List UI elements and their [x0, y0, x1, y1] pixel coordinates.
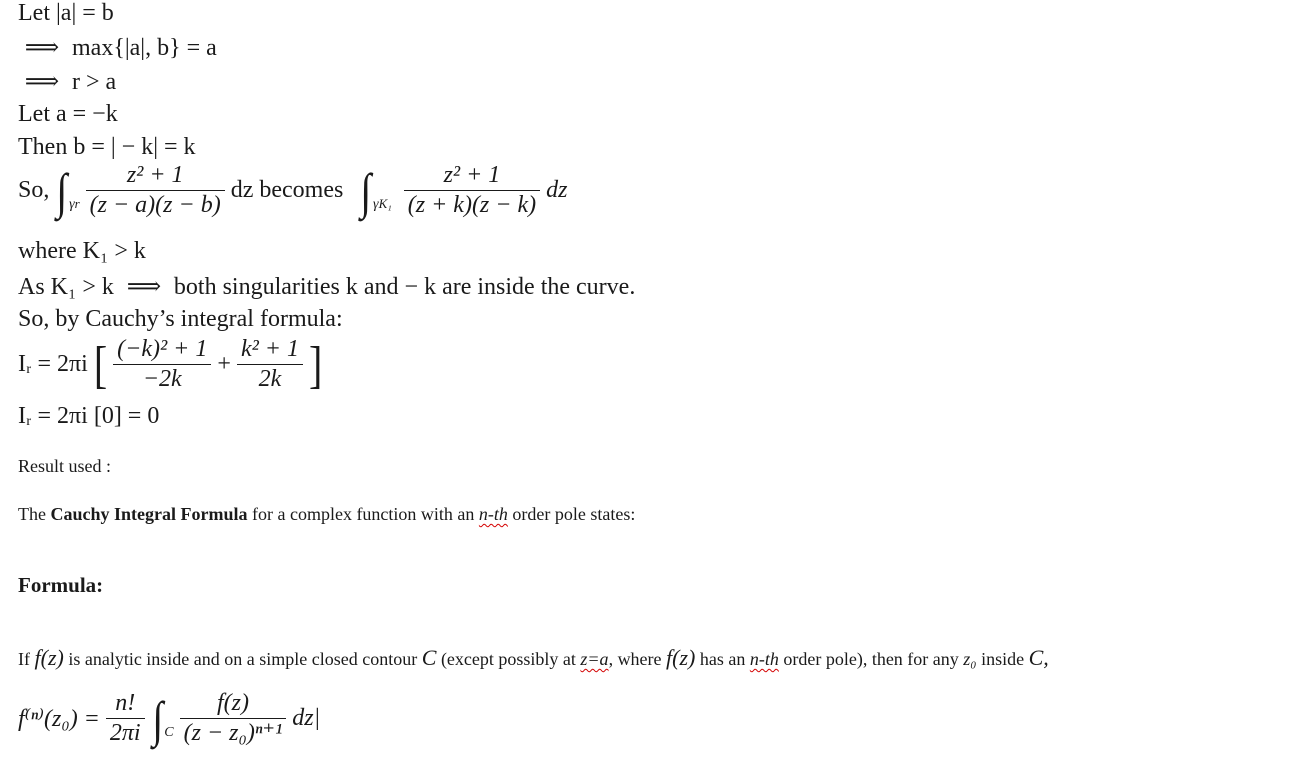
if-fz: f(z): [34, 645, 64, 670]
result-used-label: Result used :: [18, 456, 111, 476]
nth-spellcheck-2[interactable]: n-th: [749, 649, 779, 669]
if-z0: z₀: [963, 649, 977, 669]
final-dz[interactable]: dz|: [292, 705, 321, 732]
line-integral: [18, 162, 567, 219]
dz-label: dz: [546, 177, 568, 204]
if-p7: inside: [976, 649, 1029, 669]
dz-becomes: dz becomes: [230, 177, 344, 204]
line-let-a: Let a = −k: [18, 101, 118, 127]
if-c: C: [421, 645, 437, 670]
if-p4: , where: [608, 649, 667, 669]
integral-sign-icon: ∫: [151, 690, 163, 747]
bracket-fraction-2-num: k² + 1: [240, 336, 299, 362]
line-ir-zero: Iᵣ = 2πi [0] = 0: [18, 403, 160, 429]
implies-arrow-icon: ⟹: [24, 69, 60, 95]
implies-arrow-icon: ⟹: [126, 274, 162, 300]
gamma-r-sub: γr: [69, 196, 80, 213]
cauchy-bold: Cauchy Integral Formula: [50, 504, 248, 524]
final-formula: [18, 690, 320, 747]
if-fz2: f(z): [666, 645, 696, 670]
cauchy-description: [18, 504, 635, 525]
fraction-2-den: (z + k)(z − k): [404, 190, 540, 220]
if-line: [18, 645, 1049, 671]
cauchy-pre: The: [18, 504, 51, 524]
line-where-k1: where K₁ > k: [18, 238, 146, 264]
final-fraction-2-num: f(z): [216, 690, 249, 716]
line-as-k1: [18, 272, 635, 301]
left-bracket-icon: [: [93, 334, 108, 394]
if-p3: (except possibly at: [436, 649, 581, 669]
bracket-fraction-1-num: (−k)² + 1: [117, 336, 208, 362]
plus-sign: +: [217, 351, 231, 378]
za-spellcheck[interactable]: z=a: [580, 649, 609, 669]
if-p1: If: [18, 649, 35, 669]
final-lhs: f⁽ⁿ⁾(z₀) =: [18, 706, 100, 733]
if-c2: C,: [1028, 645, 1049, 670]
line-cauchy-intro: So, by Cauchy’s integral formula:: [18, 306, 343, 332]
final-fraction-2-den: (z − z₀)ⁿ⁺¹: [180, 718, 287, 748]
nth-spellcheck[interactable]: n-th: [478, 504, 508, 524]
fraction-1-den: (z − a)(z − b): [86, 190, 225, 220]
cauchy-mid: for a complex function with an: [247, 504, 479, 524]
line-ir-bracket: [18, 336, 322, 393]
bracket-fraction-2-den: 2k: [237, 364, 303, 394]
if-p2: is analytic inside and on a simple closed contour: [63, 649, 422, 669]
so-label: So,: [18, 177, 50, 204]
final-fraction-1-num: n!: [115, 690, 136, 716]
integral-sign-icon: ∫: [360, 162, 372, 219]
line-r-gt-a: [18, 67, 116, 96]
line-r-gt-a-text: r > a: [72, 69, 117, 95]
fraction-1: [86, 162, 225, 219]
line-as-k1-a: As K₁ > k: [18, 274, 114, 300]
gamma-k1-sub: γK₁: [373, 196, 392, 213]
line-max: [18, 33, 217, 62]
bracket-fraction-1: [113, 336, 211, 393]
fraction-2-num: z² + 1: [443, 162, 501, 188]
implies-arrow-icon: ⟹: [24, 35, 60, 61]
line-let-abs-a: Let |a| = b: [18, 0, 114, 26]
if-p6: order pole), then for any: [778, 649, 964, 669]
integral-sign-icon: ∫: [56, 162, 68, 219]
final-fraction-1-den: 2πi: [106, 718, 145, 748]
final-fraction-2: [180, 690, 287, 747]
formula-heading: Formula:: [18, 573, 104, 597]
c-sub: C: [164, 725, 174, 741]
cauchy-post: order pole states:: [507, 504, 636, 524]
line-then-b: Then b = | − k| = k: [18, 134, 196, 160]
bracket-fraction-1-den: −2k: [113, 364, 211, 394]
right-bracket-icon: ]: [308, 334, 323, 394]
fraction-1-num: z² + 1: [126, 162, 184, 188]
line-max-text: max{|a|, b} = a: [72, 35, 217, 61]
final-fraction-1: [106, 690, 145, 747]
bracket-fraction-2: [237, 336, 303, 393]
line-as-k1-b: both singularities k and − k are inside the curve.: [173, 274, 636, 300]
fraction-2: [404, 162, 540, 219]
if-p5: has an: [695, 649, 750, 669]
ir-lhs: Iᵣ = 2πi: [18, 351, 88, 378]
